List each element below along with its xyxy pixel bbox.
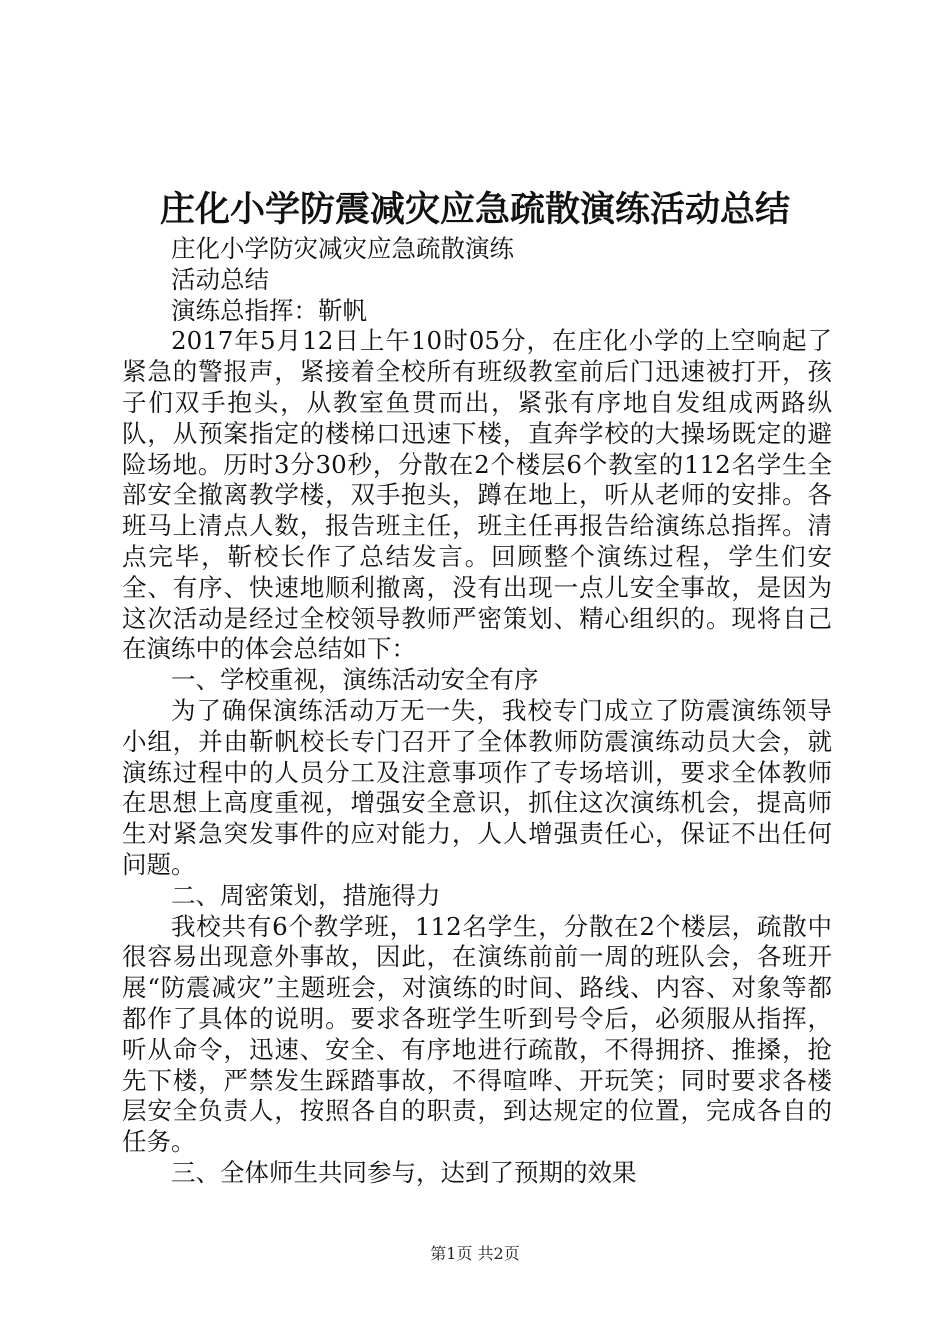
paragraph-intro: 2017年5月12日上午10时05分，在庄化小学的上空响起了紧急的警报声，紧接着全校所有班级教室前后门迅速被打开，孩子们双手抱头，从教室鱼贯而出，紧张有序地自发组成两路纵队，从预案指定的楼梯口迅速下楼，直奔学校的大操场既定的避险场地。历时3分30秒，分散在2个楼层6个教室的112名学生全部安全撤离教学楼，双手抱头，蹲在地上，听从老师的安排。各班马上清点人数，报告班主任，班主任再报告给演练总指挥。清点完毕，靳校长作了总结发言。回顾整个演练过程，学生们安全、有序、快速地顺利撤离，没有出现一点儿安全事故，是因为这次活动是经过全校领导教师严密策划、精心组织的。现将自己在演练中的体会总结如下： [122, 326, 832, 664]
document-title: 庄化小学防震减灾应急疏散演练活动总结 [159, 189, 790, 230]
paragraph-subtitle: 庄化小学防灾减灾应急疏散演练 [171, 234, 514, 263]
document-body [122, 234, 832, 1189]
paragraph-section-1: 为了确保演练活动万无一失，我校专门成立了防震演练领导小组，并由靳帆校长专门召开了全体教师防震演练动员大会，就演练过程中的人员分工及注意事项作了专场培训，要求全体教师在思想上高度重视，增强安全意识，抓住这次演练机会，提高师生对紧急突发事件的应对能力，人人增强责任心，保证不出任何问题。 [122, 695, 832, 879]
section-heading-1: 一、学校重视，演练活动安全有序 [171, 665, 539, 695]
section-heading-2: 二、周密策划，措施得力 [171, 880, 441, 910]
paragraph-commander: 演练总指挥：靳帆 [171, 295, 367, 325]
page-footer: 第1页 共2页 [430, 1244, 520, 1263]
section-heading-3: 三、全体师生共同参与，达到了预期的效果 [171, 1157, 637, 1187]
paragraph-subtitle-cont: 活动总结 [171, 264, 269, 294]
paragraph-section-2: 我校共有6个教学班，112名学生，分散在2个楼层，疏散中很容易出现意外事故，因此，在演练前前一周的班队会，各班开展“防震减灾”主题班会，对演练的时间、路线、内容、对象等都都作了具体的说明。要求各班学生听到号令后，必须服从指挥，听从命令，迅速、安全、有序地进行疏散，不得拥挤、推搡，抢先下楼，严禁发生踩踏事故，不得喧哗、开玩笑；同时要求各楼层安全负责人，按照各自的职责，到达规定的位置，完成各自的任务。 [122, 911, 832, 1157]
